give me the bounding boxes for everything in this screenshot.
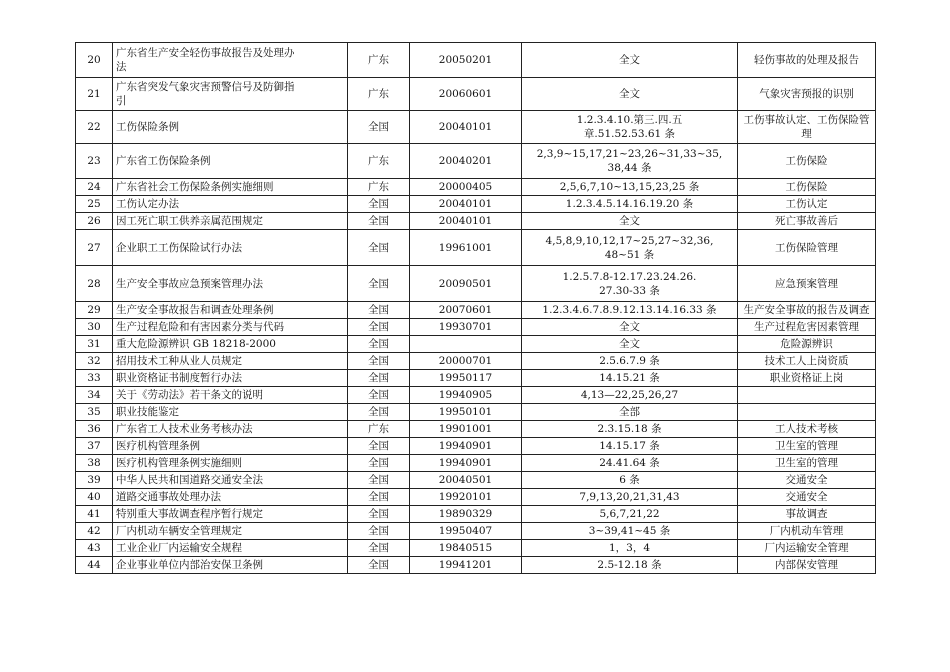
effective-date: 19961001: [410, 230, 522, 266]
purpose-cell: 内部保安管理: [738, 557, 876, 574]
row-number: 44: [76, 557, 113, 574]
table-row: [76, 506, 876, 523]
effective-date: 19930701: [410, 319, 522, 336]
table-row: [76, 523, 876, 540]
row-number: 27: [76, 230, 113, 266]
purpose-cell: 交通安全: [738, 472, 876, 489]
region-cell: 全国: [348, 336, 410, 353]
region-cell: 广东: [348, 144, 410, 179]
regulation-name: 生产过程危险和有害因素分类与代码: [113, 319, 348, 336]
row-number: 30: [76, 319, 113, 336]
row-number: 36: [76, 421, 113, 438]
applicable-clauses: 2,5,6,7,10~13,15,23,25 条: [522, 179, 738, 196]
purpose-cell: 职业资格证上岗: [738, 370, 876, 387]
purpose-cell: 气象灾害预报的识别: [738, 78, 876, 111]
effective-date: 20060601: [410, 78, 522, 111]
table-row: [76, 489, 876, 506]
table-row: [76, 111, 876, 144]
region-cell: 广东: [348, 78, 410, 111]
applicable-clauses: 2.5-12.18 条: [522, 557, 738, 574]
table-row: [76, 370, 876, 387]
row-number: 34: [76, 387, 113, 404]
purpose-cell: 工伤保险: [738, 179, 876, 196]
regulation-name: 生产安全事故报告和调查处理条例: [113, 302, 348, 319]
table-row: [76, 144, 876, 179]
purpose-cell: 交通安全: [738, 489, 876, 506]
table-row: [76, 266, 876, 302]
effective-date: 20040101: [410, 196, 522, 213]
table-row: [76, 472, 876, 489]
effective-date: 19840515: [410, 540, 522, 557]
row-number: 28: [76, 266, 113, 302]
region-cell: 广东: [348, 179, 410, 196]
regulation-name: 职业技能鉴定: [113, 404, 348, 421]
region-cell: 全国: [348, 213, 410, 230]
table-row: [76, 557, 876, 574]
table-row: [76, 213, 876, 230]
table-row: [76, 404, 876, 421]
regulation-name: 企业事业单位内部治安保卫条例: [113, 557, 348, 574]
table-body: [76, 43, 876, 574]
table-row: [76, 230, 876, 266]
region-cell: 全国: [348, 319, 410, 336]
purpose-cell: 应急预案管理: [738, 266, 876, 302]
table-row: [76, 353, 876, 370]
purpose-cell: [738, 387, 876, 404]
applicable-clauses: 4,5,8,9,10,12,17~25,27~32,36, 48~51 条: [522, 230, 738, 266]
effective-date: 20040101: [410, 111, 522, 144]
effective-date: 20000405: [410, 179, 522, 196]
row-number: 21: [76, 78, 113, 111]
row-number: 40: [76, 489, 113, 506]
row-number: 22: [76, 111, 113, 144]
regulation-name: 广东省生产安全轻伤事故报告及处理办 法: [113, 43, 348, 78]
purpose-cell: 工伤事故认定、工伤保险管理: [738, 111, 876, 144]
region-cell: 全国: [348, 523, 410, 540]
effective-date: 19941201: [410, 557, 522, 574]
regulation-name: 工业企业厂内运输安全规程: [113, 540, 348, 557]
table-row: [76, 302, 876, 319]
region-cell: 全国: [348, 472, 410, 489]
table-row: [76, 78, 876, 111]
effective-date: 20040101: [410, 213, 522, 230]
regulation-name: 广东省工伤保险条例: [113, 144, 348, 179]
region-cell: 全国: [348, 455, 410, 472]
applicable-clauses: 全部: [522, 404, 738, 421]
applicable-clauses: 7,9,13,20,21,31,43: [522, 489, 738, 506]
regulation-name: 生产安全事故应急预案管理办法: [113, 266, 348, 302]
purpose-cell: 工伤认定: [738, 196, 876, 213]
regulations-table: [75, 42, 876, 574]
regulation-name: 广东省工人技术业务考核办法: [113, 421, 348, 438]
table-row: [76, 196, 876, 213]
table-row: [76, 438, 876, 455]
effective-date: 19950407: [410, 523, 522, 540]
effective-date: 20050201: [410, 43, 522, 78]
applicable-clauses: 14.15.17 条: [522, 438, 738, 455]
region-cell: 全国: [348, 196, 410, 213]
table-row: [76, 336, 876, 353]
purpose-cell: 危险源辨识: [738, 336, 876, 353]
purpose-cell: 厂内机动车管理: [738, 523, 876, 540]
row-number: 39: [76, 472, 113, 489]
applicable-clauses: 全文: [522, 213, 738, 230]
table-row: [76, 421, 876, 438]
row-number: 32: [76, 353, 113, 370]
regulation-name: 重大危险源辨识 GB 18218-2000: [113, 336, 348, 353]
applicable-clauses: 24.41.64 条: [522, 455, 738, 472]
table-row: [76, 387, 876, 404]
row-number: 42: [76, 523, 113, 540]
applicable-clauses: 1.2.3.4.5.14.16.19.20 条: [522, 196, 738, 213]
applicable-clauses: 1.2.3.4.10.第三.四.五 章.51.52.53.61 条: [522, 111, 738, 144]
region-cell: 全国: [348, 557, 410, 574]
purpose-cell: 工伤保险: [738, 144, 876, 179]
purpose-cell: 生产安全事故的报告及调查: [738, 302, 876, 319]
applicable-clauses: 1.2.3.4.6.7.8.9.12.13.14.16.33 条: [522, 302, 738, 319]
row-number: 38: [76, 455, 113, 472]
regulation-name: 广东省社会工伤保险条例实施细则: [113, 179, 348, 196]
purpose-cell: 卫生室的管理: [738, 438, 876, 455]
applicable-clauses: 6 条: [522, 472, 738, 489]
region-cell: 广东: [348, 421, 410, 438]
effective-date: 19950101: [410, 404, 522, 421]
effective-date: 19940901: [410, 438, 522, 455]
row-number: 31: [76, 336, 113, 353]
effective-date: 19940901: [410, 455, 522, 472]
purpose-cell: 轻伤事故的处理及报告: [738, 43, 876, 78]
row-number: 43: [76, 540, 113, 557]
region-cell: 全国: [348, 489, 410, 506]
effective-date: 19920101: [410, 489, 522, 506]
row-number: 20: [76, 43, 113, 78]
row-number: 23: [76, 144, 113, 179]
regulation-name: 厂内机动车辆安全管理规定: [113, 523, 348, 540]
regulation-name: 医疗机构管理条例实施细则: [113, 455, 348, 472]
applicable-clauses: 1.2.5.7.8-12.17.23.24.26. 27.30-33 条: [522, 266, 738, 302]
regulation-name: 工伤认定办法: [113, 196, 348, 213]
regulation-name: 中华人民共和国道路交通安全法: [113, 472, 348, 489]
row-number: 29: [76, 302, 113, 319]
regulation-name: 关于《劳动法》若干条文的说明: [113, 387, 348, 404]
region-cell: 广东: [348, 43, 410, 78]
regulation-name: 工伤保险条例: [113, 111, 348, 144]
applicable-clauses: 全文: [522, 78, 738, 111]
effective-date: 19940905: [410, 387, 522, 404]
applicable-clauses: 全文: [522, 319, 738, 336]
effective-date: 19901001: [410, 421, 522, 438]
table-row: [76, 540, 876, 557]
applicable-clauses: 2,3,9~15,17,21~23,26~31,33~35, 38,44 条: [522, 144, 738, 179]
purpose-cell: 工人技术考核: [738, 421, 876, 438]
effective-date: [410, 336, 522, 353]
region-cell: 全国: [348, 302, 410, 319]
regulation-name: 医疗机构管理条例: [113, 438, 348, 455]
row-number: 26: [76, 213, 113, 230]
regulation-name: 特别重大事故调查程序暂行规定: [113, 506, 348, 523]
purpose-cell: [738, 404, 876, 421]
region-cell: 全国: [348, 387, 410, 404]
purpose-cell: 厂内运输安全管理: [738, 540, 876, 557]
effective-date: 19950117: [410, 370, 522, 387]
effective-date: 20040501: [410, 472, 522, 489]
row-number: 33: [76, 370, 113, 387]
purpose-cell: 卫生室的管理: [738, 455, 876, 472]
row-number: 35: [76, 404, 113, 421]
applicable-clauses: 全文: [522, 336, 738, 353]
regulation-name: 道路交通事故处理办法: [113, 489, 348, 506]
purpose-cell: 工伤保险管理: [738, 230, 876, 266]
applicable-clauses: 5,6,7,21,22: [522, 506, 738, 523]
row-number: 41: [76, 506, 113, 523]
applicable-clauses: 4,13—22,25,26,27: [522, 387, 738, 404]
region-cell: 全国: [348, 230, 410, 266]
row-number: 25: [76, 196, 113, 213]
regulation-name: 企业职工工伤保险试行办法: [113, 230, 348, 266]
region-cell: 全国: [348, 370, 410, 387]
applicable-clauses: 2.3.15.18 条: [522, 421, 738, 438]
table-row: [76, 455, 876, 472]
region-cell: 全国: [348, 506, 410, 523]
table-row: [76, 319, 876, 336]
effective-date: 20090501: [410, 266, 522, 302]
effective-date: 20000701: [410, 353, 522, 370]
purpose-cell: 生产过程危害因素管理: [738, 319, 876, 336]
effective-date: 20070601: [410, 302, 522, 319]
region-cell: 全国: [348, 540, 410, 557]
regulation-name: 广东省突发气象灾害预警信号及防御指 引: [113, 78, 348, 111]
effective-date: 20040201: [410, 144, 522, 179]
row-number: 24: [76, 179, 113, 196]
row-number: 37: [76, 438, 113, 455]
region-cell: 全国: [348, 404, 410, 421]
purpose-cell: 死亡事故善后: [738, 213, 876, 230]
region-cell: 全国: [348, 353, 410, 370]
regulation-name: 职业资格证书制度暂行办法: [113, 370, 348, 387]
table-row: [76, 43, 876, 78]
applicable-clauses: 14.15.21 条: [522, 370, 738, 387]
applicable-clauses: 2.5.6.7.9 条: [522, 353, 738, 370]
effective-date: 19890329: [410, 506, 522, 523]
purpose-cell: 事故调查: [738, 506, 876, 523]
regulation-name: 招用技术工种从业人员规定: [113, 353, 348, 370]
regulation-name: 因工死亡职工供养亲属范围规定: [113, 213, 348, 230]
applicable-clauses: 全文: [522, 43, 738, 78]
table-row: [76, 179, 876, 196]
applicable-clauses: 3~39,41~45 条: [522, 523, 738, 540]
region-cell: 全国: [348, 111, 410, 144]
region-cell: 全国: [348, 438, 410, 455]
region-cell: 全国: [348, 266, 410, 302]
applicable-clauses: 1，3，4: [522, 540, 738, 557]
purpose-cell: 技术工人上岗资质: [738, 353, 876, 370]
